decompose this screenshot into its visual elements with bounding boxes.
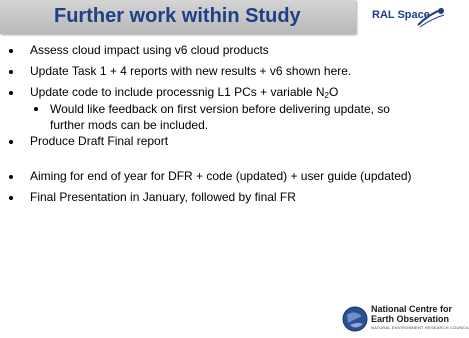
ral-space-logo-text: RAL Space (372, 9, 430, 21)
title-bar (0, 0, 356, 34)
bullet-item: Assess cloud impact using v6 cloud products (30, 43, 269, 57)
ral-space-swoosh-icon (416, 5, 446, 29)
bullet-dot (9, 140, 13, 144)
bullet-dot (9, 91, 13, 95)
earth-globe-icon (341, 305, 369, 333)
slide-title: Further work within Study (54, 5, 301, 27)
bullet-text: Update code to include processnig L1 PCs + variable N (30, 85, 325, 99)
bullet-dot (9, 70, 13, 74)
bullet-text: O (328, 85, 339, 99)
bullet-dot (9, 175, 13, 179)
ral-space-logo (372, 5, 446, 29)
ncoe-logo-line3: NATURAL ENVIRONMENT RESEARCH COUNCIL (371, 325, 469, 330)
subscript-text: 2 (324, 91, 329, 100)
bullet-item: Update Task 1 + 4 reports with new results + v6 shown here. (30, 64, 352, 78)
ncoe-logo-line1: National Centre for (371, 304, 453, 314)
bullet-item: Produce Draft Final report (30, 134, 169, 148)
ncoe-logo-line2: Earth Observation (371, 314, 450, 324)
bullet-item: Final Presentation in January, followed by final FR (30, 190, 296, 204)
bullet-item (30, 85, 338, 99)
sub-bullet-dot (34, 107, 38, 111)
bullet-dot (9, 49, 13, 53)
sub-bullet-item: Would like feedback on first version before delivering update, so further mods can be included. (50, 102, 390, 132)
bullet-item: Aiming for end of year for DFR + code (updated) + user guide (updated) (30, 169, 412, 183)
ncoe-logo (341, 303, 469, 335)
bullet-dot (9, 196, 13, 200)
